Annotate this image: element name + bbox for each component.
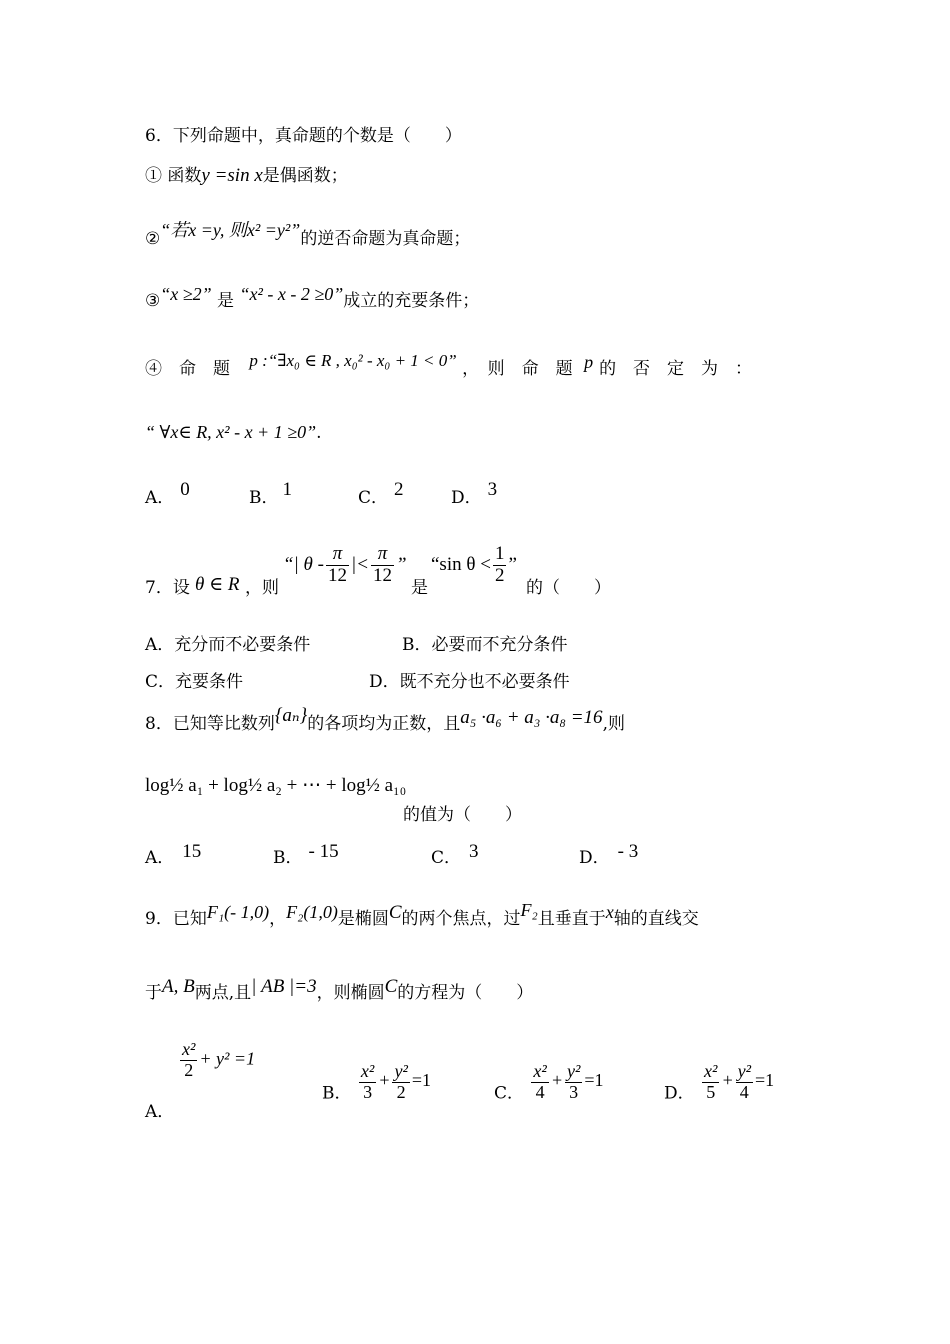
q6-option-d[interactable]: D． 3 — [451, 479, 498, 508]
q6-statement-4: ④ 命 题 p :“∃x₀ ∈ R , x₀² - x₀ + 1 < 0” ， 则 命 题 p 的 否 定 为 ： — [145, 351, 753, 379]
q9-option-b[interactable]: B． $\frac{\text{x²}}{3}$ + $\frac{\text{y²}}{2}$ =1 — [322, 1061, 431, 1104]
q8-option-a[interactable]: A． 15 — [145, 841, 202, 868]
q7-option-b[interactable]: B．必要而不充分条件 — [402, 635, 568, 655]
q7-option-a[interactable]: A．充分而不必要条件 — [145, 635, 311, 655]
q8-option-b[interactable]: B． - 15 — [273, 841, 339, 868]
q6-option-b[interactable]: B． 1 — [249, 479, 292, 508]
q8-option-d[interactable]: D． - 3 — [579, 841, 639, 868]
q8-log-expression: log½ a₁ + log½ a₂ + ⋯ + log½ a₁₀ — [145, 775, 407, 796]
q6-option-a[interactable]: A． 0 — [145, 479, 190, 508]
q6-statement-1: ① 函数y =sin x是偶函数； — [145, 165, 348, 186]
q9-stem: 9．已知F₁(- 1,0)，F₂(1,0)是椭圆C的两个焦点，过F₂且垂直于x轴的直线交 — [145, 900, 699, 929]
q7-condition-2: “sin θ < $\frac{1}{2}$ ” — [431, 543, 517, 586]
q8-stem: 8．已知等比数列{aₙ}的各项均为正数，且a₅ ·a₆ + a₃ ·a₈ =16,则 — [145, 705, 625, 734]
q6-statement-3: ③“x ≥2” 是 “x² - x - 2 ≥0”成立的充要条件； — [145, 284, 480, 311]
q8-log-post: 的值为（ ） — [403, 805, 522, 825]
q8-option-c[interactable]: C． 3 — [431, 841, 479, 868]
q6-option-c[interactable]: C． 2 — [358, 479, 404, 508]
q7-condition-1: “| θ - $\frac{\pi}{12}$ |< $\frac{\pi}{12}$ ” — [283, 543, 407, 586]
q9-option-c[interactable]: C． $\frac{\text{x²}}{4}$ + $\frac{\text{y²}}{3}$ =1 — [494, 1061, 604, 1104]
q9-stem-line-2: 于A, B两点,且| AB |=3，则椭圆C的方程为（ ） — [145, 976, 534, 1003]
q9-option-a-label: A． — [145, 1102, 175, 1122]
q7-option-c[interactable]: C．充要条件 — [145, 672, 244, 692]
q7-option-d[interactable]: D．既不充分也不必要条件 — [369, 672, 570, 692]
q6-stem: 6．下列命题中，真命题的个数是（ ） — [145, 126, 462, 146]
q9-option-a[interactable]: $\frac{\text{x²}}{2}$ + y² =1 — [182, 1039, 256, 1080]
q6-negation: “ ∀x∈ R, x² - x + 1 ≥0”. — [145, 422, 322, 443]
q9-option-d[interactable]: D． $\frac{\text{x²}}{5}$ + $\frac{\text{y²}}{4}$ =1 — [664, 1061, 775, 1104]
q6-statement-2: ②“若x =y, 则x² =y²”的逆否命题为真命题； — [145, 220, 471, 249]
